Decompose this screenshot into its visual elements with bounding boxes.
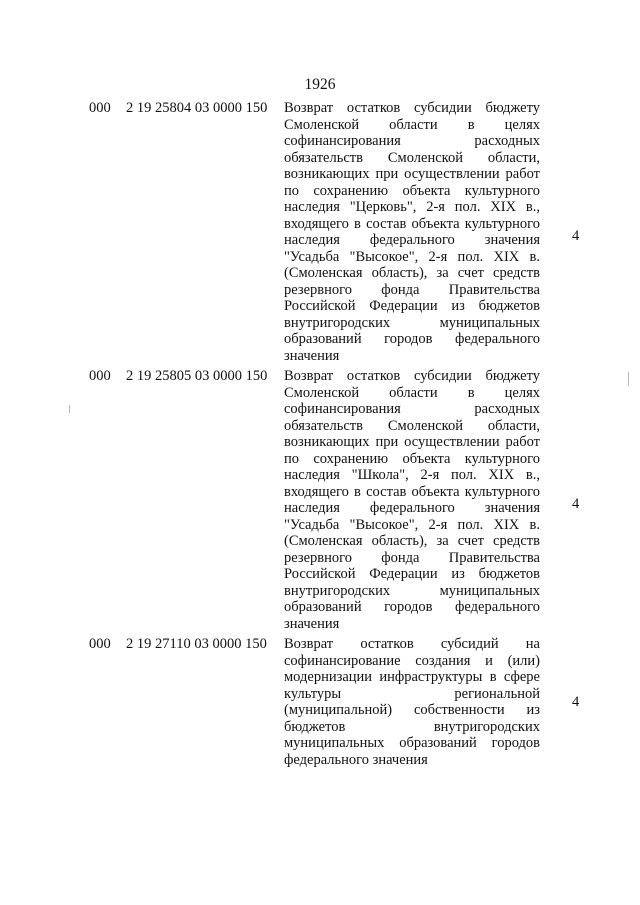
amount: 4	[572, 496, 580, 512]
kbk-code: 2 19 25805 03 0000 150	[126, 368, 268, 384]
page-number: 1926	[304, 76, 336, 93]
table-row	[0, 368, 640, 636]
amount: 4	[572, 228, 580, 244]
scan-artifact-mark	[628, 372, 629, 386]
amount: 4	[572, 694, 580, 710]
admin-code: 000	[89, 636, 111, 652]
admin-code: 000	[89, 368, 111, 384]
kbk-code: 2 19 27110 03 0000 150	[126, 636, 267, 652]
table-row	[0, 636, 640, 776]
income-description: Возврат остатков субсидии бюджету Смоленской области в целях софинансирования расходных обязательств Смоленской области, возникающих при осуществлении работ по сохранению объекта культурного наследия "Школа", 2-я пол. XIX в., входящего в состав объекта культурного наследия федерального значения "Усадьба "Высокое", 2-я пол. XIX в. (Смоленская область), за счет средств резервного фонда Правительства Российской Федерации из бюджетов внутригородских муниципальных образований городов федерального значения	[284, 368, 540, 632]
income-description: Возврат остатков субсидии бюджету Смоленской области в целях софинансирования расходных обязательств Смоленской области, возникающих при осуществлении работ по сохранению объекта культурного наследия "Церковь", 2-я пол. XIX в., входящего в состав объекта культурного наследия федерального значения "Усадьба "Высокое", 2-я пол. XIX в. (Смоленская область), за счет средств резервного фонда Правительства Российской Федерации из бюджетов внутригородских муниципальных образований городов федерального значения	[284, 100, 540, 364]
budget-table	[0, 100, 640, 776]
kbk-code: 2 19 25804 03 0000 150	[126, 100, 268, 116]
admin-code: 000	[89, 100, 111, 116]
scan-artifact-mark	[69, 405, 70, 413]
table-row	[0, 100, 640, 368]
income-description: Возврат остатков субсидий на софинансирование создания и (или) модернизации инфраструктуры в сфере культуры региональной (муниципальной) собственности из бюджетов внутригородских муниципальных образований городов федерального значения	[284, 636, 540, 768]
